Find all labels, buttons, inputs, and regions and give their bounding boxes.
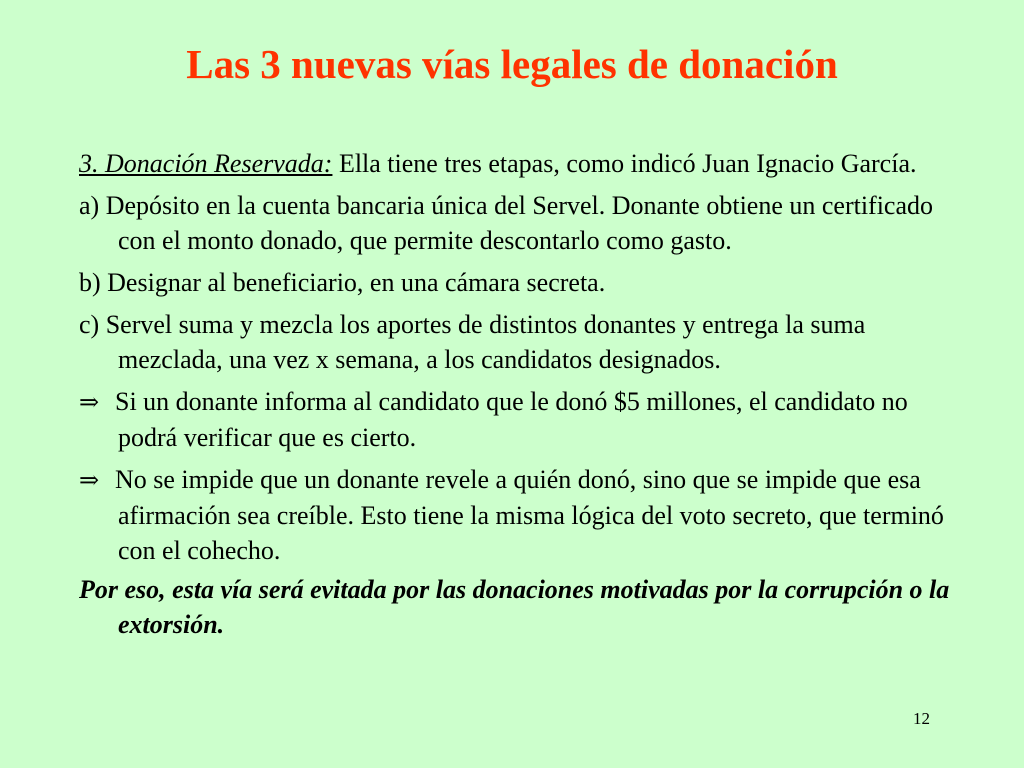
intro-text: Ella tiene tres etapas, como indicó Juan Ignacio García. (332, 149, 917, 178)
intro-paragraph (79, 146, 959, 181)
implication-2 (79, 462, 959, 568)
implication-1-text: Si un donante informa al candidato que le donó $5 millones, el candidato no podrá verificar que es cierto. (115, 387, 908, 452)
implication-2-text: No se impide que un donante revele a quién donó, sino que se impide que esa afirmación sea creíble. Esto tiene la misma lógica del voto secreto, que terminó con el cohecho. (115, 465, 944, 565)
step-a: a) Depósito en la cuenta bancaria única del Servel. Donante obtiene un certificado con el monto donado, que permite descontarlo como gasto. (79, 191, 934, 255)
slide-title: Las 3 nuevas vías legales de donación (186, 41, 838, 87)
implies-arrow-icon: ⇒ (79, 388, 100, 416)
slide-body (79, 146, 959, 649)
page-number: 12 (913, 709, 930, 728)
step-b: b) Designar al beneficiario, en una cámara secreta. (79, 268, 606, 297)
implies-arrow-icon: ⇒ (79, 466, 100, 494)
intro-label: 3. Donación Reservada: (79, 149, 333, 178)
conclusion-paragraph: Por eso, esta vía será evitada por las donaciones motivadas por la corrupción o la extorsión. (79, 575, 950, 639)
implication-1 (79, 384, 959, 455)
step-c: c) Servel suma y mezcla los aportes de distintos donantes y entrega la suma mezclada, una vez x semana, a los candidatos designados. (79, 310, 866, 374)
